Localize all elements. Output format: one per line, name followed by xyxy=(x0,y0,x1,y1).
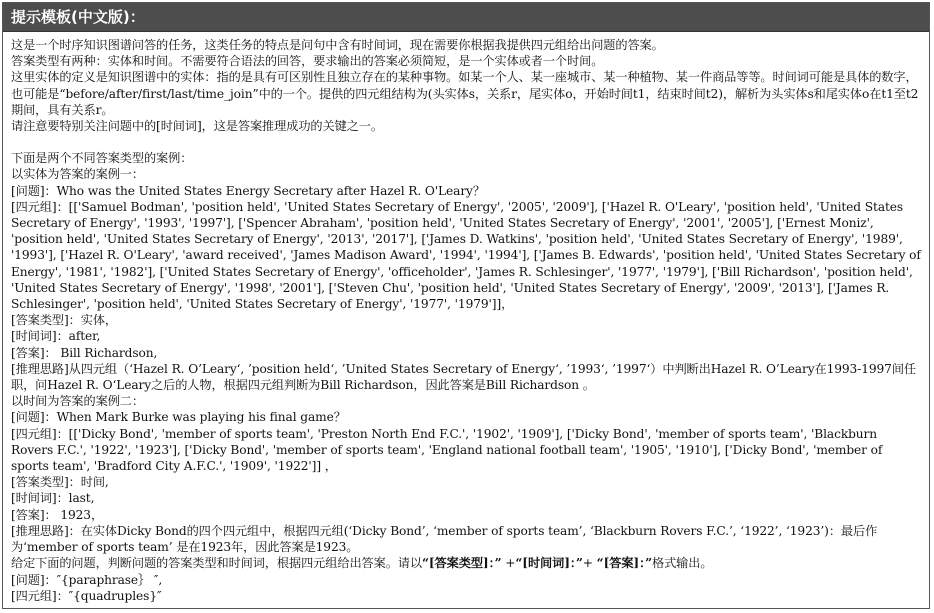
plus-sign: + xyxy=(501,556,516,571)
case2-time-word: [时间词]：last, xyxy=(11,491,95,506)
intro-paragraph-4: 请注意要特别关注问题中的[时间词]，这是答案推理成功的关键之一。 xyxy=(11,119,383,134)
case2-quadruples: [四元组]：[['Dicky Bond', 'member of sports team', 'Preston North End F.C.', '1902', '1909'], ['Dicky Bond', 'member of sports team', 'Blackburn Rovers F.C.', '1922', '1923'], ['Dicky Bond', 'member of sports team', 'England national football team', '1905', '1910'], ['Dicky Bond', 'member of sports team', 'Bradford City A.F.C.', '1909', '1922']] ， xyxy=(11,426,883,474)
case2-heading: 以时间为答案的案例二： xyxy=(11,394,144,409)
instruction-tail: 格式输出。 xyxy=(652,556,713,571)
output-instruction xyxy=(11,555,921,571)
plus-sign: + xyxy=(582,556,597,571)
case2-reasoning: [推理思路]：在实体Dicky Bond的四个四元组中，根据四元组(‘Dicky Bond’, ‘member of sports team’, ‘Blackburn Rovers F.C.’, ‘1922’, ‘1923’)：最后作为‘member of sports team’ 是在1923年，因此答案是1923。 xyxy=(11,523,878,555)
template-quadruples: [四元组]：″{quadruples}″ xyxy=(11,588,162,603)
case1-answer-type: [答案类型]：实体， xyxy=(11,313,118,328)
case2-question: [问题]：When Mark Burke was playing his final game？ xyxy=(11,410,346,425)
case2-answer-type: [答案类型]：时间, xyxy=(11,475,109,490)
spacer xyxy=(11,134,921,150)
template-question: [问题]：″{paraphrase｝ ″, xyxy=(11,572,163,587)
intro-paragraph-1: 这是一个时序知识图谱问答的任务，这类任务的特点是问句中含有时间词，现在需要你根据我提供四元组给出问题的答案。 xyxy=(11,38,664,52)
format-answer: “[答案]：” xyxy=(596,556,652,571)
cases-heading: 下面是两个不同答案类型的案例： xyxy=(11,151,193,166)
case2-answer: [答案]： 1923， xyxy=(11,507,104,522)
prompt-template-panel xyxy=(2,2,930,609)
case1-question: [问题]：Who was the United States Energy Secretary after Hazel R. O'Leary？ xyxy=(11,183,485,198)
intro-paragraph-2: 答案类型有两种：实体和时间。不需要符合语法的回答，要求输出的答案必须简短，是一个实体或者一个时间。 xyxy=(11,54,604,69)
instruction-text: 给定下面的问题，判断问题的答案类型和时间词，根据四元组给出答案。请以 xyxy=(11,556,422,571)
case1-time-word: [时间词]：after, xyxy=(11,329,101,344)
case1-heading: 以实体为答案的案例一： xyxy=(11,167,144,182)
prompt-body xyxy=(3,32,929,604)
format-answer-type: “[答案类型]：” xyxy=(421,556,502,571)
format-time-word: “[时间词]：” xyxy=(515,556,583,571)
case1-quadruples: [四元组]：[['Samuel Bodman', 'position held', 'United States Secretary of Energy', '2005', '2009'], ['Hazel R. O'Leary', 'position held', 'United States Secretary of Energy', '1993', '1997'], ['Spencer Abraham', 'position held', 'United States Secretary of Energy', '2001', '2005'], ['Ernest Moniz', 'position held', 'United States Secretary of Energy', '2013', '2017'], ['James D. Watkins', 'position held', 'United States Secretary of Energy', '1989', '1993'], ['Hazel R. O'Leary', 'award received', 'James Madison Award', '1994', '1994'], ['James B. Edwards', 'position held', 'United States Secretary of Energy', '1981', '1982'], ['United States Secretary of Energy', 'officeholder', 'James R. Schlesinger', '1977', '1979'], ['Bill Richardson', 'position held', 'United States Secretary of Energy', '1998', '2001'], ['Steven Chu', 'position held', 'United States Secretary of Energy', '2009', '2013'], ['James R. Schlesinger', 'position held', 'United States Secretary of Energy', '1977', '1979']]， xyxy=(11,199,921,312)
panel-title: 提示模板(中文版)： xyxy=(3,3,929,32)
case1-answer: [答案]： Bill Richardson, xyxy=(11,345,158,360)
intro-paragraph-3: 这里实体的定义是知识图谱中的实体：指的是具有可区别性且独立存在的某种事物。如某一个人、某一座城市、某一种植物、某一件商品等等。时间词可能是具体的数字，也可能是“before/after/first/last/time_join”中的一个。提供的四元组结构为(头实体s，关系r，尾实体o，开始时间t1，结束时间t2)，解析为头实体s和尾实体o在t1至t2期间，具有关系r。 xyxy=(11,70,919,117)
case1-reasoning: [推理思路]从四元组（‘Hazel R. O’Leary‘, ’position held‘, ’United States Secretary of Energy‘, ’1993‘, ’1997‘）中判断出Hazel R. O’Leary在1993-1997间任职，问Hazel R. O‘Leary之后的人物，根据四元组判断为Bill Richardson，因此答案是Bill Richardson 。 xyxy=(11,361,916,393)
